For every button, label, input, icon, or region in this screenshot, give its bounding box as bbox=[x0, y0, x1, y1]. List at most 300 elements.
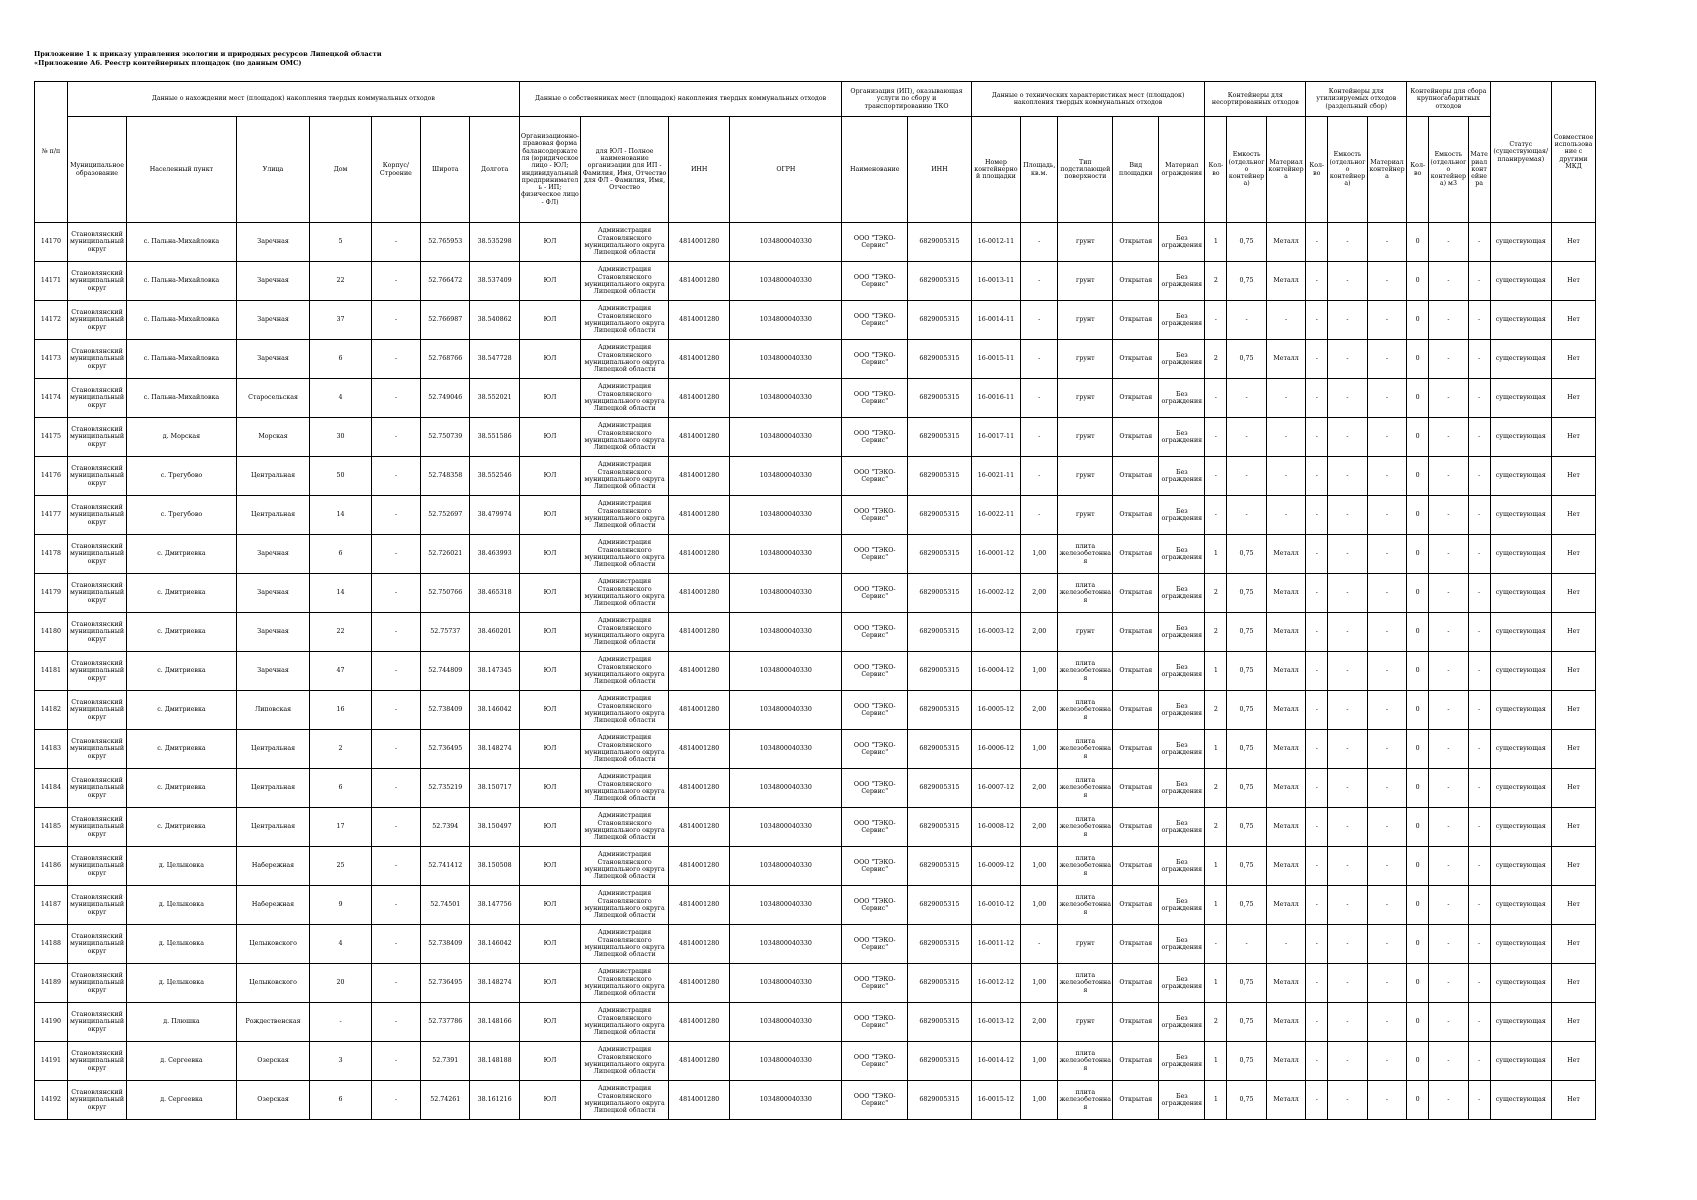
table-cell: 38.148274 bbox=[470, 730, 519, 769]
header-count-2: Кол-во bbox=[1306, 117, 1328, 223]
table-cell: 4814001280 bbox=[668, 925, 729, 964]
table-cell: 14192 bbox=[35, 1081, 68, 1120]
table-cell: - bbox=[1367, 574, 1407, 613]
table-cell: 6 bbox=[310, 535, 371, 574]
table-cell: Без ограждения bbox=[1159, 379, 1205, 418]
header-inn: ИНН bbox=[668, 117, 729, 223]
table-cell: ЮЛ bbox=[519, 379, 580, 418]
table-cell: Металл bbox=[1266, 847, 1305, 886]
table-cell: - bbox=[1367, 886, 1407, 925]
table-cell: - bbox=[1468, 574, 1490, 613]
table-cell: - bbox=[1021, 457, 1058, 496]
table-cell: 1034800040330 bbox=[730, 496, 842, 535]
table-cell: 2 bbox=[1205, 769, 1227, 808]
table-cell: Открытая bbox=[1113, 769, 1159, 808]
table-cell: 0 bbox=[1407, 847, 1429, 886]
table-cell: Открытая bbox=[1113, 535, 1159, 574]
table-cell: ЮЛ bbox=[519, 223, 580, 262]
table-cell: Открытая bbox=[1113, 652, 1159, 691]
table-cell: Становлянский муниципальный округ bbox=[67, 886, 126, 925]
table-cell: плита железобетонная bbox=[1058, 1042, 1113, 1081]
table-cell: Нет bbox=[1552, 1003, 1596, 1042]
table-cell: 16-0009-12 bbox=[971, 847, 1020, 886]
header-area: Площадь, кв.м. bbox=[1021, 117, 1058, 223]
table-cell: - bbox=[1306, 574, 1328, 613]
table-cell: плита железобетонная bbox=[1058, 1081, 1113, 1120]
table-cell: - bbox=[371, 925, 420, 964]
table-cell: существующая bbox=[1490, 418, 1551, 457]
table-cell: - bbox=[1367, 418, 1407, 457]
table-cell: Центральная bbox=[236, 769, 309, 808]
table-cell: 38.150717 bbox=[470, 769, 519, 808]
table-cell: ООО "ТЭКО-Сервис" bbox=[842, 1003, 908, 1042]
table-cell: плита железобетонная bbox=[1058, 574, 1113, 613]
table-cell: Без ограждения bbox=[1159, 613, 1205, 652]
table-cell: 4 bbox=[310, 925, 371, 964]
table-cell: 52.750739 bbox=[421, 418, 470, 457]
header-group-bulky: Контейнеры для сбора крупногабаритных отходов bbox=[1407, 82, 1490, 117]
table-cell: - bbox=[371, 847, 420, 886]
table-cell: Становлянский муниципальный округ bbox=[67, 808, 126, 847]
table-cell: 1034800040330 bbox=[730, 574, 842, 613]
table-cell: - bbox=[1306, 691, 1328, 730]
table-cell: 4814001280 bbox=[668, 262, 729, 301]
header-house: Дом bbox=[310, 117, 371, 223]
table-cell: Становлянский муниципальный округ bbox=[67, 418, 126, 457]
table-cell: - bbox=[1468, 1081, 1490, 1120]
table-cell: Без ограждения bbox=[1159, 691, 1205, 730]
table-cell: ООО "ТЭКО-Сервис" bbox=[842, 301, 908, 340]
table-cell: Металл bbox=[1266, 964, 1305, 1003]
table-cell: Металл bbox=[1266, 574, 1305, 613]
table-cell: Становлянский муниципальный округ bbox=[67, 1003, 126, 1042]
table-cell: Администрация Становлянского муниципального округа Липецкой области bbox=[581, 847, 669, 886]
table-cell: - bbox=[1429, 574, 1468, 613]
table-row bbox=[35, 574, 1596, 613]
table-cell: 16-0002-12 bbox=[971, 574, 1020, 613]
table-cell: 1034800040330 bbox=[730, 964, 842, 1003]
table-cell: 0,75 bbox=[1227, 808, 1266, 847]
table-cell: 16-0010-12 bbox=[971, 886, 1020, 925]
table-cell: - bbox=[371, 457, 420, 496]
table-cell: - bbox=[1266, 379, 1305, 418]
table-row bbox=[35, 925, 1596, 964]
table-cell: 1034800040330 bbox=[730, 223, 842, 262]
table-cell: - bbox=[1367, 1042, 1407, 1081]
table-cell: существующая bbox=[1490, 574, 1551, 613]
table-cell: - bbox=[1328, 1042, 1367, 1081]
table-cell: д. Целыковка bbox=[127, 925, 237, 964]
table-cell: 4814001280 bbox=[668, 418, 729, 457]
table-cell: - bbox=[1306, 1081, 1328, 1120]
table-cell: - bbox=[1367, 769, 1407, 808]
header-municipality: Муниципальное образование bbox=[67, 117, 126, 223]
table-cell: Заречная bbox=[236, 223, 309, 262]
table-cell: 4814001280 bbox=[668, 301, 729, 340]
table-cell: ООО "ТЭКО-Сервис" bbox=[842, 262, 908, 301]
table-cell: Старосельская bbox=[236, 379, 309, 418]
table-cell: 52.74501 bbox=[421, 886, 470, 925]
table-cell: 4814001280 bbox=[668, 457, 729, 496]
table-cell: 14189 bbox=[35, 964, 68, 1003]
table-cell: 1 bbox=[1205, 730, 1227, 769]
table-cell: Металл bbox=[1266, 652, 1305, 691]
table-cell: - bbox=[371, 652, 420, 691]
table-cell: 52.766472 bbox=[421, 262, 470, 301]
table-cell: Озерская bbox=[236, 1081, 309, 1120]
table-cell: 6829005315 bbox=[908, 730, 972, 769]
table-cell: - bbox=[1306, 769, 1328, 808]
table-cell: 1034800040330 bbox=[730, 1042, 842, 1081]
header-group-row bbox=[35, 82, 1596, 117]
table-cell: Без ограждения bbox=[1159, 808, 1205, 847]
table-cell: Администрация Становлянского муниципального округа Липецкой области bbox=[581, 379, 669, 418]
table-cell: - bbox=[1306, 652, 1328, 691]
table-cell: Нет bbox=[1552, 1042, 1596, 1081]
table-cell: д. Сергеевка bbox=[127, 1081, 237, 1120]
table-cell: ООО "ТЭКО-Сервис" bbox=[842, 1081, 908, 1120]
table-cell: Нет bbox=[1552, 613, 1596, 652]
table-cell: 16-0014-12 bbox=[971, 1042, 1020, 1081]
table-cell: 0 bbox=[1407, 1042, 1429, 1081]
table-cell: существующая bbox=[1490, 496, 1551, 535]
table-cell: грунт bbox=[1058, 301, 1113, 340]
table-cell: Без ограждения bbox=[1159, 301, 1205, 340]
table-cell: плита железобетонная bbox=[1058, 886, 1113, 925]
table-cell: - bbox=[1429, 691, 1468, 730]
table-cell: 14173 bbox=[35, 340, 68, 379]
table-cell: Администрация Становлянского муниципального округа Липецкой области bbox=[581, 262, 669, 301]
table-cell: - bbox=[1306, 223, 1328, 262]
table-cell: Набережная bbox=[236, 886, 309, 925]
table-cell: - bbox=[1468, 730, 1490, 769]
table-cell: Администрация Становлянского муниципального округа Липецкой области bbox=[581, 457, 669, 496]
table-cell: 52.738409 bbox=[421, 925, 470, 964]
table-cell: ЮЛ bbox=[519, 496, 580, 535]
table-cell: 1034800040330 bbox=[730, 652, 842, 691]
table-cell: ООО "ТЭКО-Сервис" bbox=[842, 496, 908, 535]
table-cell: 4814001280 bbox=[668, 535, 729, 574]
table-cell: 2,00 bbox=[1021, 574, 1058, 613]
table-cell: - bbox=[1429, 1042, 1468, 1081]
table-cell: 0 bbox=[1407, 886, 1429, 925]
table-cell: 52.744809 bbox=[421, 652, 470, 691]
table-cell: - bbox=[1429, 301, 1468, 340]
table-cell: Нет bbox=[1552, 379, 1596, 418]
table-cell: - bbox=[1468, 925, 1490, 964]
table-cell: 0,75 bbox=[1227, 964, 1266, 1003]
table-cell: - bbox=[1021, 301, 1058, 340]
header-group-owners: Данные о собственниках мест (площадок) накопления твердых коммунальных отходов bbox=[519, 82, 842, 117]
table-cell: 6829005315 bbox=[908, 964, 972, 1003]
table-cell: Нет bbox=[1552, 769, 1596, 808]
table-cell: Открытая bbox=[1113, 1042, 1159, 1081]
table-cell: 47 bbox=[310, 652, 371, 691]
table-cell: 16-0021-11 bbox=[971, 457, 1020, 496]
table-cell: существующая bbox=[1490, 652, 1551, 691]
table-cell: Нет bbox=[1552, 925, 1596, 964]
table-cell: - bbox=[1429, 262, 1468, 301]
table-cell: с. Трегубово bbox=[127, 457, 237, 496]
table-cell: - bbox=[1306, 730, 1328, 769]
table-cell: - bbox=[371, 1081, 420, 1120]
table-cell: 0 bbox=[1407, 379, 1429, 418]
table-cell: - bbox=[1205, 925, 1227, 964]
table-cell: - bbox=[1468, 418, 1490, 457]
table-cell: - bbox=[1367, 1003, 1407, 1042]
table-cell: Без ограждения bbox=[1159, 1081, 1205, 1120]
table-cell: - bbox=[1328, 847, 1367, 886]
table-cell: ЮЛ bbox=[519, 730, 580, 769]
table-cell: д. Плюшка bbox=[127, 1003, 237, 1042]
table-cell: - bbox=[1367, 457, 1407, 496]
table-cell: существующая bbox=[1490, 301, 1551, 340]
table-cell: 38.147345 bbox=[470, 652, 519, 691]
table-cell: - bbox=[1367, 613, 1407, 652]
table-cell: Становлянский муниципальный округ bbox=[67, 301, 126, 340]
table-cell: 14188 bbox=[35, 925, 68, 964]
table-cell: 4814001280 bbox=[668, 379, 729, 418]
table-row bbox=[35, 223, 1596, 262]
table-cell: Озерская bbox=[236, 1042, 309, 1081]
table-cell: ООО "ТЭКО-Сервис" bbox=[842, 535, 908, 574]
table-cell: ООО "ТЭКО-Сервис" bbox=[842, 1042, 908, 1081]
table-cell: Становлянский муниципальный округ bbox=[67, 652, 126, 691]
table-cell: 1034800040330 bbox=[730, 457, 842, 496]
table-cell: - bbox=[1021, 925, 1058, 964]
table-cell: - bbox=[1205, 418, 1227, 457]
table-cell: существующая bbox=[1490, 691, 1551, 730]
header-lon: Долгота bbox=[470, 117, 519, 223]
table-cell: Нет bbox=[1552, 652, 1596, 691]
table-cell: - bbox=[1306, 262, 1328, 301]
table-cell: 14186 bbox=[35, 847, 68, 886]
table-cell: Становлянский муниципальный округ bbox=[67, 262, 126, 301]
table-cell: Нет bbox=[1552, 886, 1596, 925]
table-cell: Администрация Становлянского муниципального округа Липецкой области bbox=[581, 1003, 669, 1042]
table-cell: грунт bbox=[1058, 457, 1113, 496]
table-cell: грунт bbox=[1058, 496, 1113, 535]
table-cell: - bbox=[1021, 379, 1058, 418]
table-cell: - bbox=[1468, 886, 1490, 925]
table-cell: 2,00 bbox=[1021, 769, 1058, 808]
table-cell: грунт bbox=[1058, 379, 1113, 418]
table-cell: 0 bbox=[1407, 301, 1429, 340]
table-cell: д. Сергеевка bbox=[127, 1042, 237, 1081]
table-cell: - bbox=[1021, 496, 1058, 535]
table-cell: 1,00 bbox=[1021, 847, 1058, 886]
table-cell: 0 bbox=[1407, 1003, 1429, 1042]
table-cell: 0,75 bbox=[1227, 613, 1266, 652]
table-cell: - bbox=[1468, 652, 1490, 691]
table-cell: 4814001280 bbox=[668, 964, 729, 1003]
table-cell: Становлянский муниципальный округ bbox=[67, 964, 126, 1003]
table-cell: 0 bbox=[1407, 613, 1429, 652]
table-cell: ООО "ТЭКО-Сервис" bbox=[842, 925, 908, 964]
table-cell: 52.7391 bbox=[421, 1042, 470, 1081]
table-cell: - bbox=[371, 613, 420, 652]
header-group-tech: Данные о технических характеристиках мест (площадок) накопления твердых коммунальных отходов bbox=[971, 82, 1205, 117]
table-cell: существующая bbox=[1490, 808, 1551, 847]
table-cell: - bbox=[1227, 301, 1266, 340]
table-cell: 1 bbox=[1205, 847, 1227, 886]
table-cell: - bbox=[1306, 1042, 1328, 1081]
header-capacity-1: Емкость (отдельного контейнера) bbox=[1227, 117, 1266, 223]
table-cell: Администрация Становлянского муниципального округа Липецкой области bbox=[581, 886, 669, 925]
table-cell: - bbox=[1306, 457, 1328, 496]
registry-body bbox=[35, 223, 1596, 1120]
table-cell: - bbox=[1021, 418, 1058, 457]
table-cell: грунт bbox=[1058, 418, 1113, 457]
table-cell: плита железобетонная bbox=[1058, 535, 1113, 574]
table-cell: Администрация Становлянского муниципального округа Липецкой области bbox=[581, 691, 669, 730]
table-cell: - bbox=[1429, 613, 1468, 652]
header-legal-form: Организационно-правовая форма балансодержателя (юридическое лицо - ЮЛ; индивидуальный предприниматель - ИП; физическое лицо - ФЛ) bbox=[519, 117, 580, 223]
table-cell: Нет bbox=[1552, 847, 1596, 886]
table-cell: ООО "ТЭКО-Сервис" bbox=[842, 847, 908, 886]
table-cell: 1034800040330 bbox=[730, 1003, 842, 1042]
table-cell: 2,00 bbox=[1021, 613, 1058, 652]
table-row bbox=[35, 340, 1596, 379]
table-cell: - bbox=[1306, 301, 1328, 340]
table-cell: Открытая bbox=[1113, 262, 1159, 301]
table-cell: 6829005315 bbox=[908, 925, 972, 964]
header-lat: Широта bbox=[421, 117, 470, 223]
table-cell: существующая bbox=[1490, 535, 1551, 574]
table-cell: Без ограждения bbox=[1159, 1003, 1205, 1042]
table-cell: грунт bbox=[1058, 925, 1113, 964]
table-cell: Без ограждения bbox=[1159, 925, 1205, 964]
table-cell: - bbox=[371, 1003, 420, 1042]
table-cell: ООО "ТЭКО-Сервис" bbox=[842, 691, 908, 730]
header-group-sorted: Контейнеры для несортированных отходов bbox=[1205, 82, 1306, 117]
table-cell: Администрация Становлянского муниципального округа Липецкой области bbox=[581, 1081, 669, 1120]
table-cell: - bbox=[1367, 730, 1407, 769]
table-cell: 6829005315 bbox=[908, 1003, 972, 1042]
table-cell: Администрация Становлянского муниципального округа Липецкой области bbox=[581, 1042, 669, 1081]
table-cell: Заречная bbox=[236, 574, 309, 613]
table-cell: - bbox=[1306, 925, 1328, 964]
table-cell: - bbox=[371, 223, 420, 262]
table-cell: 14185 bbox=[35, 808, 68, 847]
table-cell: 38.535298 bbox=[470, 223, 519, 262]
table-row bbox=[35, 1081, 1596, 1120]
table-cell: Морская bbox=[236, 418, 309, 457]
table-cell: 4814001280 bbox=[668, 340, 729, 379]
table-cell: существующая bbox=[1490, 262, 1551, 301]
table-cell: - bbox=[1468, 1003, 1490, 1042]
table-cell: - bbox=[1468, 457, 1490, 496]
table-cell: - bbox=[1468, 301, 1490, 340]
table-cell: 38.537409 bbox=[470, 262, 519, 301]
table-cell: ЮЛ bbox=[519, 847, 580, 886]
table-cell: 0 bbox=[1407, 808, 1429, 847]
table-cell: Администрация Становлянского муниципального округа Липецкой области bbox=[581, 535, 669, 574]
table-cell: с. Дмитриевка bbox=[127, 613, 237, 652]
table-cell: с. Дмитриевка bbox=[127, 808, 237, 847]
table-cell: существующая bbox=[1490, 1003, 1551, 1042]
table-cell: Нет bbox=[1552, 223, 1596, 262]
table-cell: 6829005315 bbox=[908, 769, 972, 808]
table-cell: 0,75 bbox=[1227, 1042, 1266, 1081]
table-cell: - bbox=[1227, 496, 1266, 535]
table-cell: Центральная bbox=[236, 496, 309, 535]
header-column-row bbox=[35, 117, 1596, 223]
table-cell: 6829005315 bbox=[908, 886, 972, 925]
table-cell: - bbox=[1429, 223, 1468, 262]
table-cell: 0,75 bbox=[1227, 574, 1266, 613]
table-cell: Без ограждения bbox=[1159, 535, 1205, 574]
table-cell: 0 bbox=[1407, 223, 1429, 262]
table-cell: ООО "ТЭКО-Сервис" bbox=[842, 223, 908, 262]
table-cell: 0 bbox=[1407, 964, 1429, 1003]
table-cell: 1034800040330 bbox=[730, 613, 842, 652]
table-cell: существующая bbox=[1490, 925, 1551, 964]
table-cell: с. Пальна-Михайловка bbox=[127, 262, 237, 301]
table-cell: 1034800040330 bbox=[730, 418, 842, 457]
header-operator-name: Наименование bbox=[842, 117, 908, 223]
header-capacity-3: Емкость (отдельного контейнера) м3 bbox=[1429, 117, 1468, 223]
table-cell: Заречная bbox=[236, 535, 309, 574]
table-cell: с. Дмитриевка bbox=[127, 691, 237, 730]
table-cell: ЮЛ bbox=[519, 262, 580, 301]
table-row bbox=[35, 886, 1596, 925]
table-cell: - bbox=[1205, 379, 1227, 418]
table-cell: - bbox=[1429, 457, 1468, 496]
header-material-3: Материал контейнера bbox=[1468, 117, 1490, 223]
table-cell: 0 bbox=[1407, 262, 1429, 301]
table-cell: 52.737786 bbox=[421, 1003, 470, 1042]
table-cell: Нет bbox=[1552, 301, 1596, 340]
table-cell: 1,00 bbox=[1021, 730, 1058, 769]
table-cell: 4814001280 bbox=[668, 496, 729, 535]
table-cell: 52.74261 bbox=[421, 1081, 470, 1120]
table-cell: Администрация Становлянского муниципального округа Липецкой области bbox=[581, 808, 669, 847]
table-cell: 16-0008-12 bbox=[971, 808, 1020, 847]
table-cell: 1034800040330 bbox=[730, 886, 842, 925]
table-cell: с. Пальна-Михайловка bbox=[127, 340, 237, 379]
table-cell: - bbox=[1306, 496, 1328, 535]
table-cell: 1 bbox=[1205, 652, 1227, 691]
header-group-location: Данные о нахождении мест (площадок) накопления твердых коммунальных отходов bbox=[67, 82, 519, 117]
table-cell: грунт bbox=[1058, 262, 1113, 301]
table-cell: 2,00 bbox=[1021, 1003, 1058, 1042]
table-cell: ЮЛ bbox=[519, 535, 580, 574]
table-cell: Нет bbox=[1552, 1081, 1596, 1120]
table-cell: 38.146042 bbox=[470, 691, 519, 730]
heading-line-1: Приложение 1 к приказу управления экологии и природных ресурсов Липецкой области bbox=[34, 50, 382, 58]
table-cell: - bbox=[1468, 223, 1490, 262]
table-cell: 4814001280 bbox=[668, 574, 729, 613]
table-cell: Становлянский муниципальный округ bbox=[67, 340, 126, 379]
table-cell: 16-0016-11 bbox=[971, 379, 1020, 418]
table-cell: - bbox=[1367, 691, 1407, 730]
table-cell: 16-0017-11 bbox=[971, 418, 1020, 457]
table-cell: - bbox=[371, 964, 420, 1003]
table-cell: 16-0014-11 bbox=[971, 301, 1020, 340]
table-cell: 38.540862 bbox=[470, 301, 519, 340]
table-cell: - bbox=[1468, 691, 1490, 730]
table-cell: 0 bbox=[1407, 340, 1429, 379]
table-cell: Открытая bbox=[1113, 379, 1159, 418]
table-cell: 1,00 bbox=[1021, 535, 1058, 574]
table-cell: - bbox=[1328, 613, 1367, 652]
table-cell: Нет bbox=[1552, 730, 1596, 769]
table-cell: существующая bbox=[1490, 1081, 1551, 1120]
table-cell: 6829005315 bbox=[908, 1081, 972, 1120]
table-cell: Администрация Становлянского муниципального округа Липецкой области bbox=[581, 925, 669, 964]
table-cell: д. Целыковка bbox=[127, 964, 237, 1003]
